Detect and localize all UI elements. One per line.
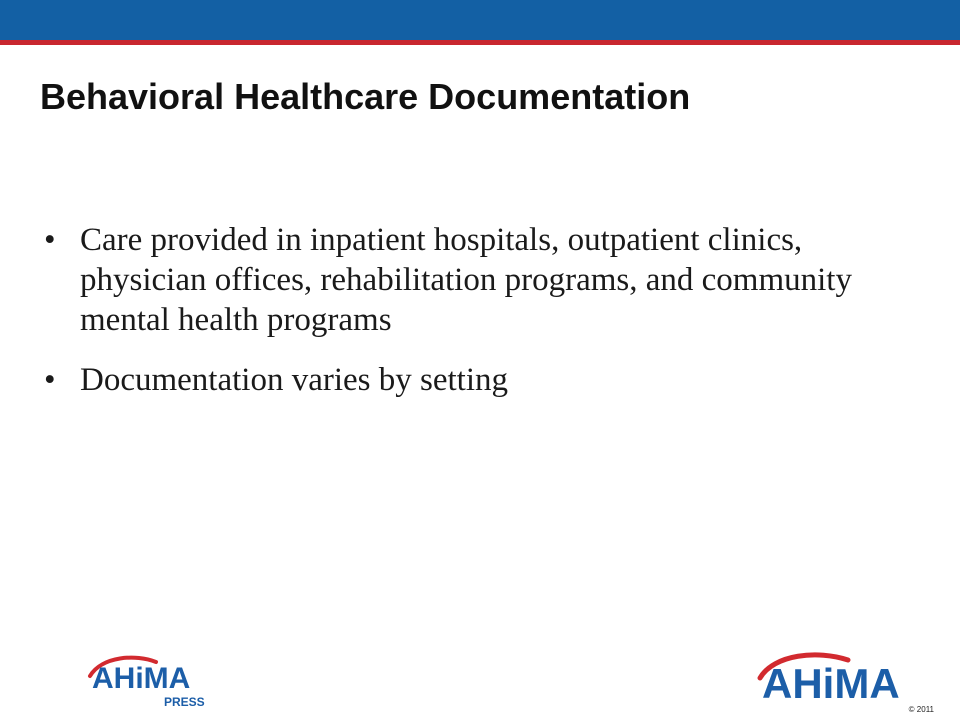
ahima-press-logo <box>84 650 234 710</box>
bullet-text: Documentation varies by setting <box>80 362 508 398</box>
logo-press-label: PRESS <box>164 695 205 709</box>
bullet-glyph: • <box>44 362 56 398</box>
bullet-item <box>44 360 904 400</box>
copyright-text: © 2011 <box>908 705 934 714</box>
header-bar <box>0 0 960 40</box>
logo-wordmark: AHiMA <box>762 660 900 704</box>
header-red-rule <box>0 40 960 45</box>
bullet-glyph: • <box>44 222 56 258</box>
ahima-logo <box>752 648 938 704</box>
bullet-text: Care provided in inpatient hospitals, outpatient clinics, physician offices, rehabilitation programs, and community mental health programs <box>80 222 852 338</box>
logo-wordmark: AHiMA <box>92 662 191 695</box>
bullet-list <box>44 220 904 420</box>
bullet-item <box>44 220 904 340</box>
slide-title: Behavioral Healthcare Documentation <box>40 76 691 117</box>
